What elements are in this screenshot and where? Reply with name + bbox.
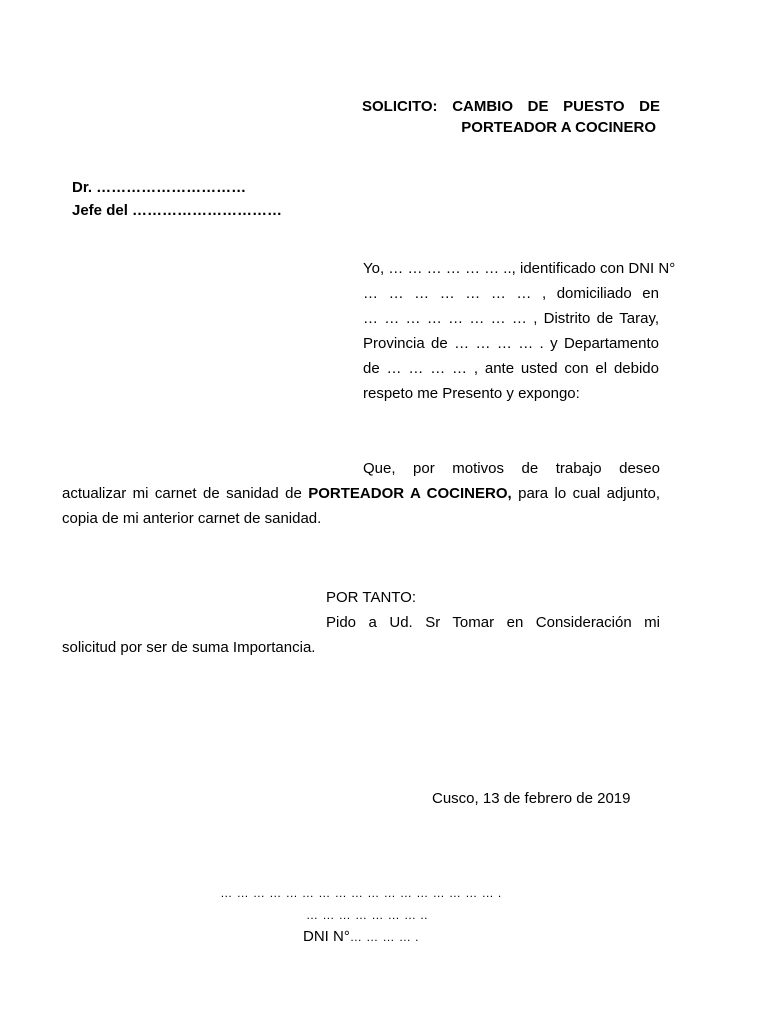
request-line-2-end: para lo cual adjunto, <box>511 485 660 502</box>
request-line-1: Que, por motivos de trabajo deseo <box>363 460 660 477</box>
intro-line-3: … … … … … … … … , Distrito de Taray, <box>363 310 659 327</box>
request-line-2 <box>62 481 660 506</box>
closing-line-1: Pido a Ud. Sr Tomar en Consideración mi <box>326 614 660 631</box>
subject-line-1: SOLICITO: CAMBIO DE PUESTO DE <box>362 98 660 115</box>
request-position-change: PORTEADOR A COCINERO, <box>308 485 512 502</box>
intro-line-5: de … … … … , ante usted con el debido <box>363 360 659 377</box>
por-tanto-label: POR TANTO: <box>326 589 417 606</box>
intro-paragraph <box>363 256 676 406</box>
addressee-doctor: Dr. ………………………… <box>72 179 247 196</box>
intro-line-6: respeto me Presento y expongo: <box>363 385 580 402</box>
subject-heading <box>362 96 660 138</box>
dni-value: … … … … . <box>349 930 419 944</box>
signature-line: … … … … … … … … … … … … … … … … … . <box>220 886 502 900</box>
addressee-block <box>72 176 282 222</box>
request-line-2-start: actualizar mi carnet de sanidad de <box>62 485 309 502</box>
closing-paragraph <box>62 585 660 660</box>
closing-line-2: solicitud por ser de suma Importancia. <box>62 639 316 656</box>
intro-line-1: Yo, … … … … … … .., identificado con DNI N° <box>363 260 676 277</box>
intro-line-4: Provincia de … … … … . y Departamento <box>363 335 659 352</box>
request-line-3: copia de mi anterior carnet de sanidad. <box>62 510 322 527</box>
name-line: … … … … … … … .. <box>305 908 428 922</box>
request-paragraph <box>62 456 660 531</box>
dni-line <box>0 926 722 948</box>
addressee-jefe: Jefe del ………………………… <box>72 202 283 219</box>
date-line: Cusco, 13 de febrero de 2019 <box>432 790 631 807</box>
subject-line-2: PORTEADOR A COCINERO <box>461 119 656 136</box>
intro-line-2: … … … … … … … , domiciliado en <box>363 285 659 302</box>
dni-label: DNI N° <box>302 928 350 945</box>
